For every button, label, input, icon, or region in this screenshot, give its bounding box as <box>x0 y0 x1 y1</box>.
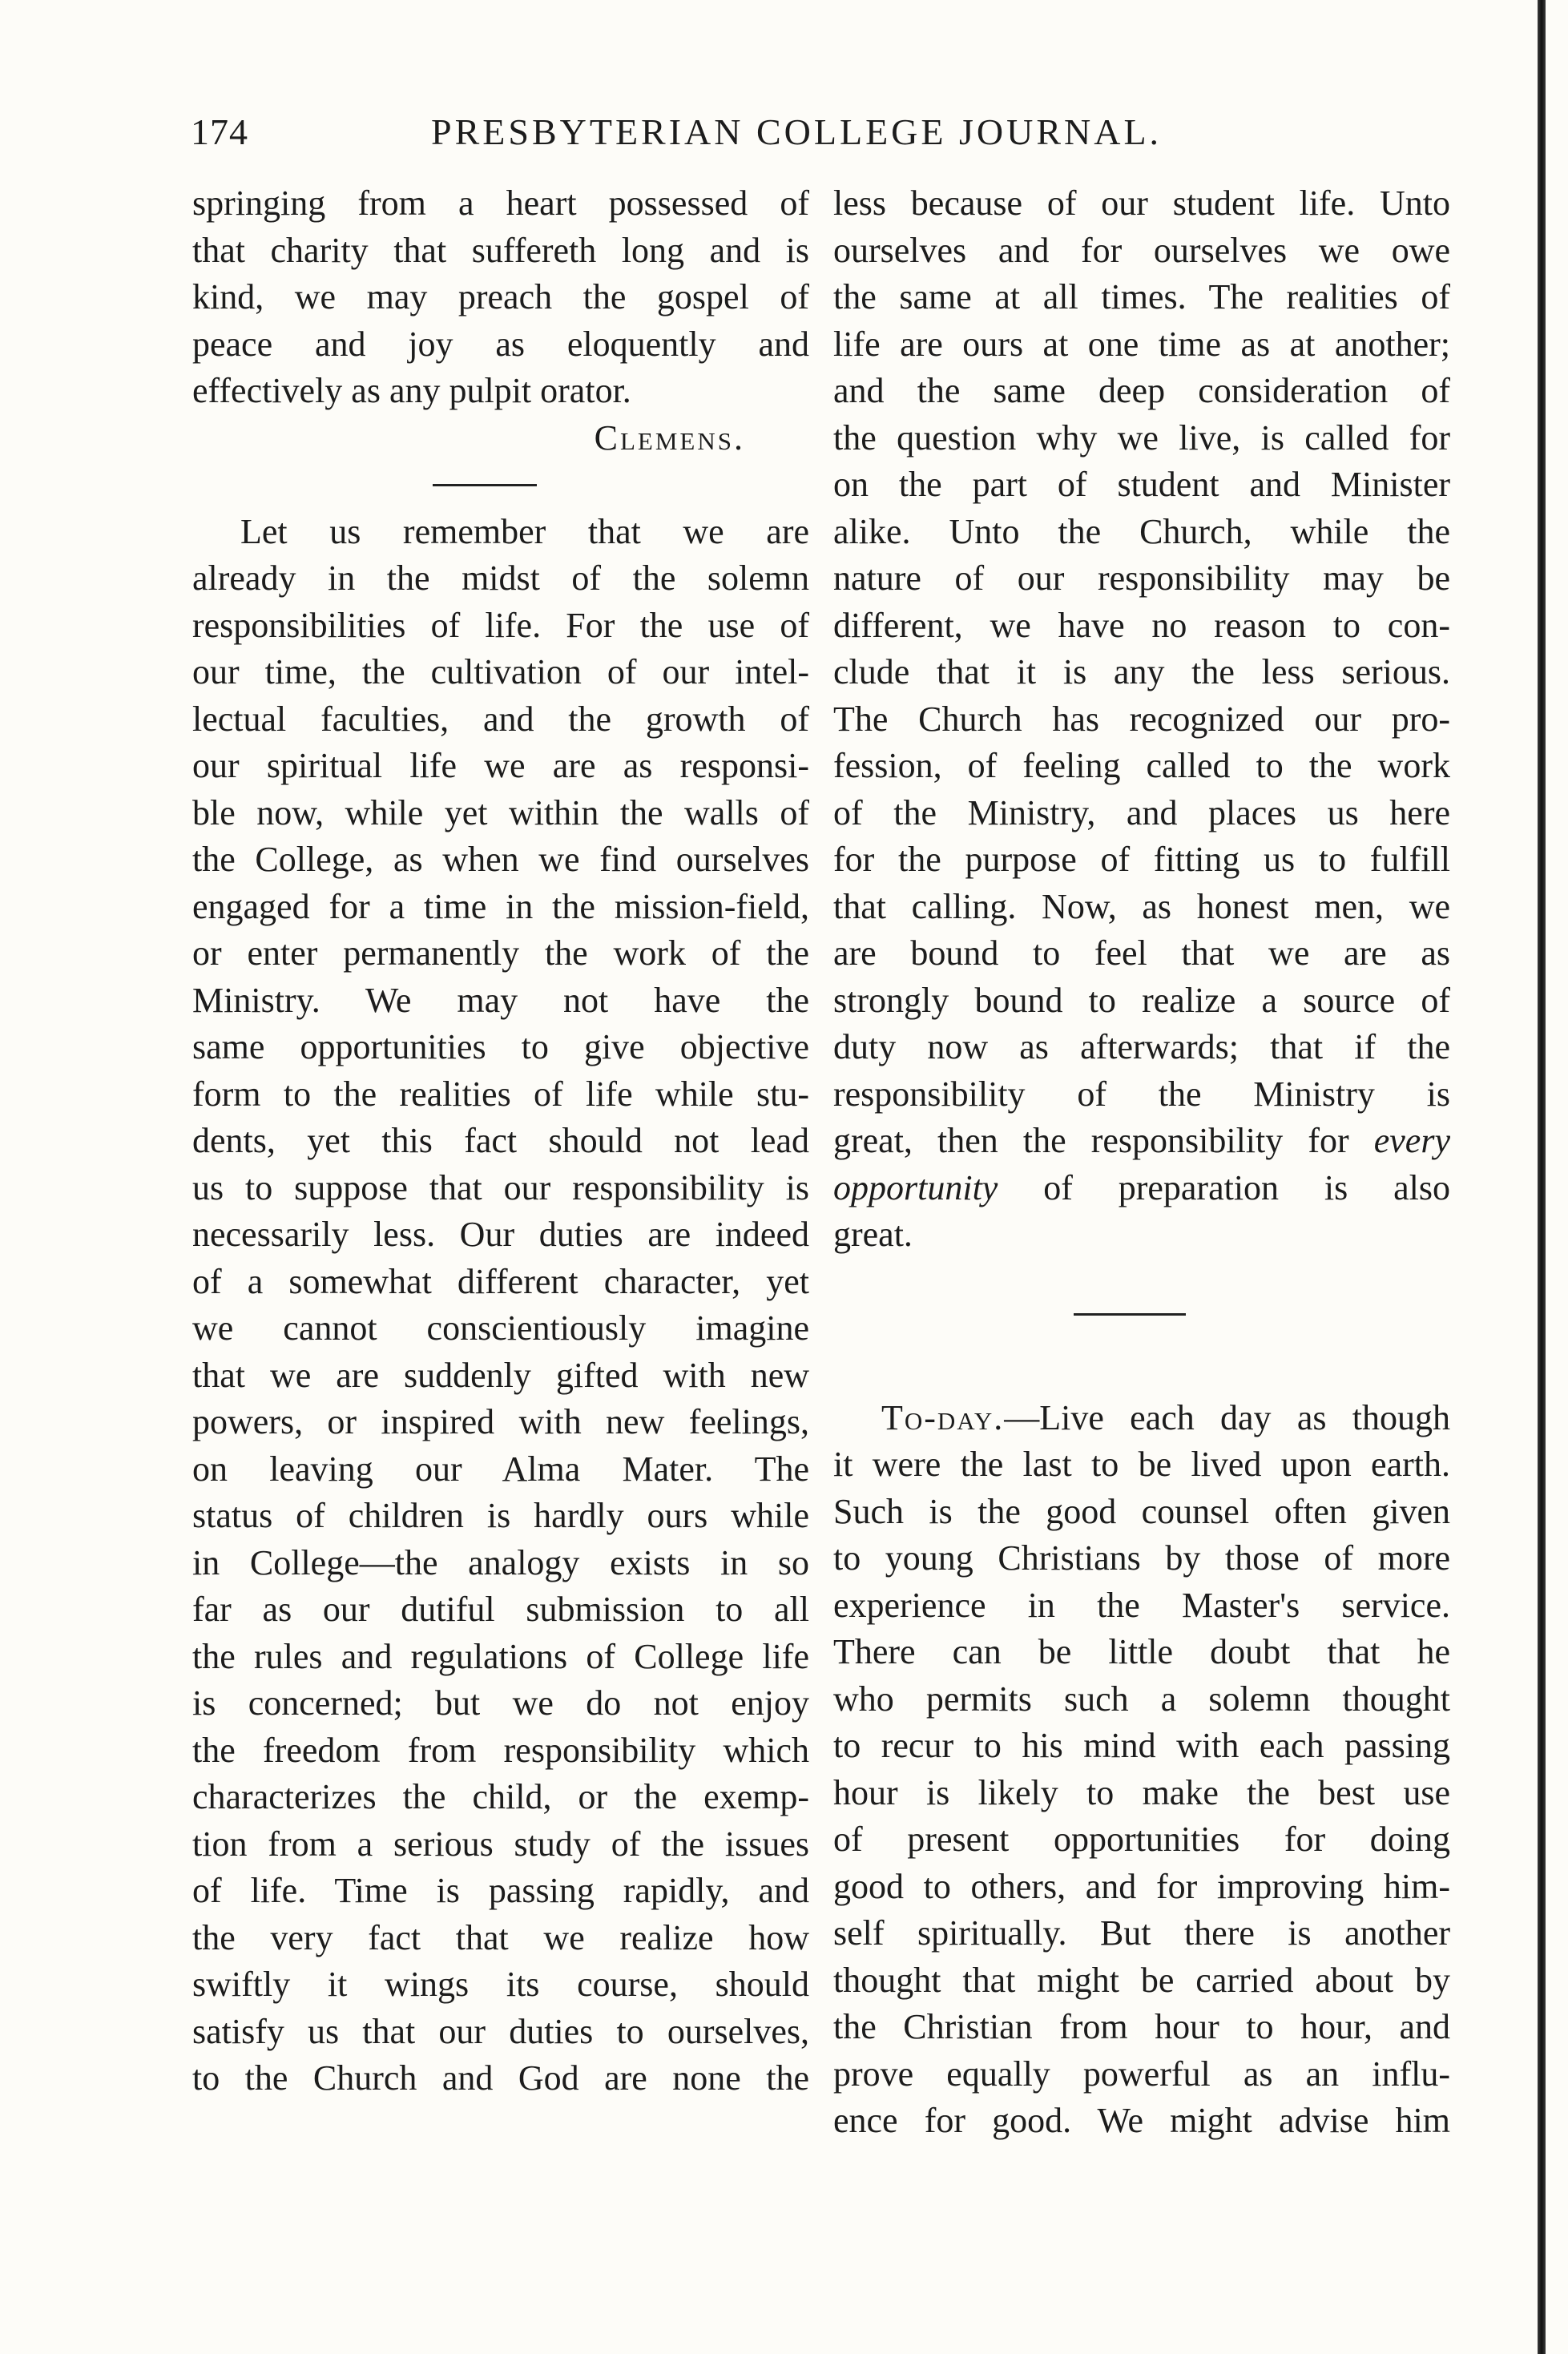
text-line: ble now, while yet within the walls of <box>192 792 809 832</box>
text-line: kind, we may preach the gospel of <box>192 277 809 316</box>
text-line: in College—the analogy exists in so <box>192 1542 809 1582</box>
text-line: effectively as any pulpit orator. <box>192 371 631 410</box>
text-line: to the Church and God are none the <box>192 2058 809 2098</box>
text-line <box>833 1165 1450 1212</box>
page-header <box>191 111 1232 167</box>
text-line: our spiritual life we are as responsi- <box>192 746 809 785</box>
text-line: it were the last to be lived upon earth. <box>833 1445 1450 1484</box>
text-line: the Christian from hour to hour, and <box>833 2007 1450 2046</box>
text-line: prove equally powerful as an influ- <box>833 2054 1450 2094</box>
text-line: of life. Time is passing rapidly, and <box>192 1871 809 1910</box>
text-line: experience in the Master's service. <box>833 1585 1450 1625</box>
text-line: The Church has recognized our pro- <box>833 699 1450 739</box>
text-line: that charity that suffereth long and is <box>192 230 809 270</box>
text-line: different, we have no reason to con- <box>833 605 1450 645</box>
text-run: of preparation is also <box>998 1167 1450 1207</box>
text-line: Such is the good counsel often given <box>833 1491 1450 1531</box>
text-line: fession, of feeling called to the work <box>833 746 1450 785</box>
text-line: dents, yet this fact should not lead <box>192 1121 809 1160</box>
left-paragraph-2 <box>192 509 809 2102</box>
italic-emphasis: opportunity <box>833 1167 998 1207</box>
text-line: that calling. Now, as honest men, we <box>833 886 1450 926</box>
left-column <box>192 180 809 2102</box>
text-line: characterizes the child, or the exemp- <box>192 1777 809 1816</box>
text-line: nature of our responsibility may be <box>833 558 1450 598</box>
text-line: or enter permanently the work of the <box>192 933 809 973</box>
text-line: the same at all times. The realities of <box>833 277 1450 316</box>
text-line: duty now as afterwards; that if the <box>833 1027 1450 1066</box>
text-line: we cannot conscientiously imagine <box>192 1308 809 1348</box>
text-line: the freedom from responsibility which <box>192 1730 809 1770</box>
text-line: that we are suddenly gifted with new <box>192 1355 809 1395</box>
text-line: to young Christians by those of more <box>833 1538 1450 1578</box>
text-line: self spiritually. But there is another <box>833 1913 1450 1953</box>
text-line: ourselves and for ourselves we owe <box>833 230 1450 270</box>
text-line: thought that might be carried about by <box>833 1960 1450 2000</box>
text-line: is concerned; but we do not enjoy <box>192 1683 809 1723</box>
section-divider <box>192 462 809 509</box>
text-line: already in the midst of the solemn <box>192 558 809 598</box>
right-paragraph-1 <box>833 180 1450 1259</box>
text-line: Ministry. We may not have the <box>192 980 809 1020</box>
page-number: 174 <box>191 111 248 152</box>
text-line: strongly bound to realize a source of <box>833 980 1450 1020</box>
text-line: ence for good. We might advise him <box>833 2101 1450 2140</box>
text-line: responsibilities of life. For the use of <box>192 605 809 645</box>
section-heading: To-day. <box>881 1397 1005 1437</box>
text-line: satisfy us that our duties to ourselves, <box>192 2011 809 2051</box>
text-line: great. <box>833 1215 913 1254</box>
text-line: same opportunities to give objective <box>192 1027 809 1066</box>
text-line: good to others, and for improving him- <box>833 1866 1450 1906</box>
text-line: swiftly it wings its course, should <box>192 1965 809 2004</box>
section-divider <box>833 1259 1450 1395</box>
text-line: necessarily less. Our duties are indeed <box>192 1215 809 1254</box>
text-line: engaged for a time in the mission-field, <box>192 886 809 926</box>
text-line: peace and joy as eloquently and <box>192 324 809 364</box>
text-line: on the part of student and Minister <box>833 465 1450 504</box>
text-line: alike. Unto the Church, while the <box>833 511 1450 551</box>
text-line: of present opportunities for doing <box>833 1820 1450 1859</box>
text-line: the question why we live, is called for <box>833 417 1450 457</box>
right-paragraph-2 <box>833 1395 1450 2145</box>
text-line: responsibility of the Ministry is <box>833 1074 1450 1114</box>
text-line: status of children is hardly ours while <box>192 1496 809 1535</box>
left-paragraph-1 <box>192 180 809 415</box>
text-run: —Live each day as though <box>1004 1397 1450 1437</box>
text-line <box>833 1395 1450 1442</box>
text-line: to recur to his mind with each passing <box>833 1726 1450 1765</box>
running-title: PRESBYTERIAN COLLEGE JOURNAL. <box>431 111 1163 152</box>
text-line: clude that it is any the less serious. <box>833 652 1450 691</box>
text-line <box>833 1118 1450 1165</box>
text-line: our time, the cultivation of our intel- <box>192 652 809 691</box>
text-line: of a somewhat different character, yet <box>192 1261 809 1301</box>
text-line: and the same deep consideration of <box>833 371 1450 410</box>
text-line: far as our dutiful submission to all <box>192 1590 809 1629</box>
text-line: the College, as when we find ourselves <box>192 840 809 879</box>
right-column <box>833 180 1450 2145</box>
text-line: There can be little doubt that he <box>833 1632 1450 1671</box>
text-line: springing from a heart possessed of <box>192 183 809 223</box>
binding-edge-line <box>1538 0 1546 2354</box>
text-line: Let us remember that we are <box>240 511 809 551</box>
text-line: lectual faculties, and the growth of <box>192 699 809 739</box>
text-line: the very fact that we realize how <box>192 1917 809 1957</box>
text-line: powers, or inspired with new feelings, <box>192 1402 809 1441</box>
text-line: life are ours at one time as at another; <box>833 324 1450 364</box>
text-line: hour is likely to make the best use <box>833 1772 1450 1812</box>
text-run: great, then the responsibility for <box>833 1121 1374 1160</box>
text-line: who permits such a solemn thought <box>833 1679 1450 1719</box>
text-line: us to suppose that our responsibility is <box>192 1167 809 1207</box>
text-line: are bound to feel that we are as <box>833 933 1450 973</box>
text-line: for the purpose of fitting us to fulfill <box>833 840 1450 879</box>
text-line: the rules and regulations of College life <box>192 1636 809 1676</box>
text-line: on leaving our Alma Mater. The <box>192 1449 809 1489</box>
italic-emphasis: every <box>1373 1121 1450 1160</box>
text-line: less because of our student life. Unto <box>833 183 1450 223</box>
text-line: of the Ministry, and places us here <box>833 792 1450 832</box>
text-line: tion from a serious study of the issues <box>192 1824 809 1864</box>
text-line: form to the realities of life while stu- <box>192 1074 809 1114</box>
author-signature: Clemens. <box>594 417 745 457</box>
